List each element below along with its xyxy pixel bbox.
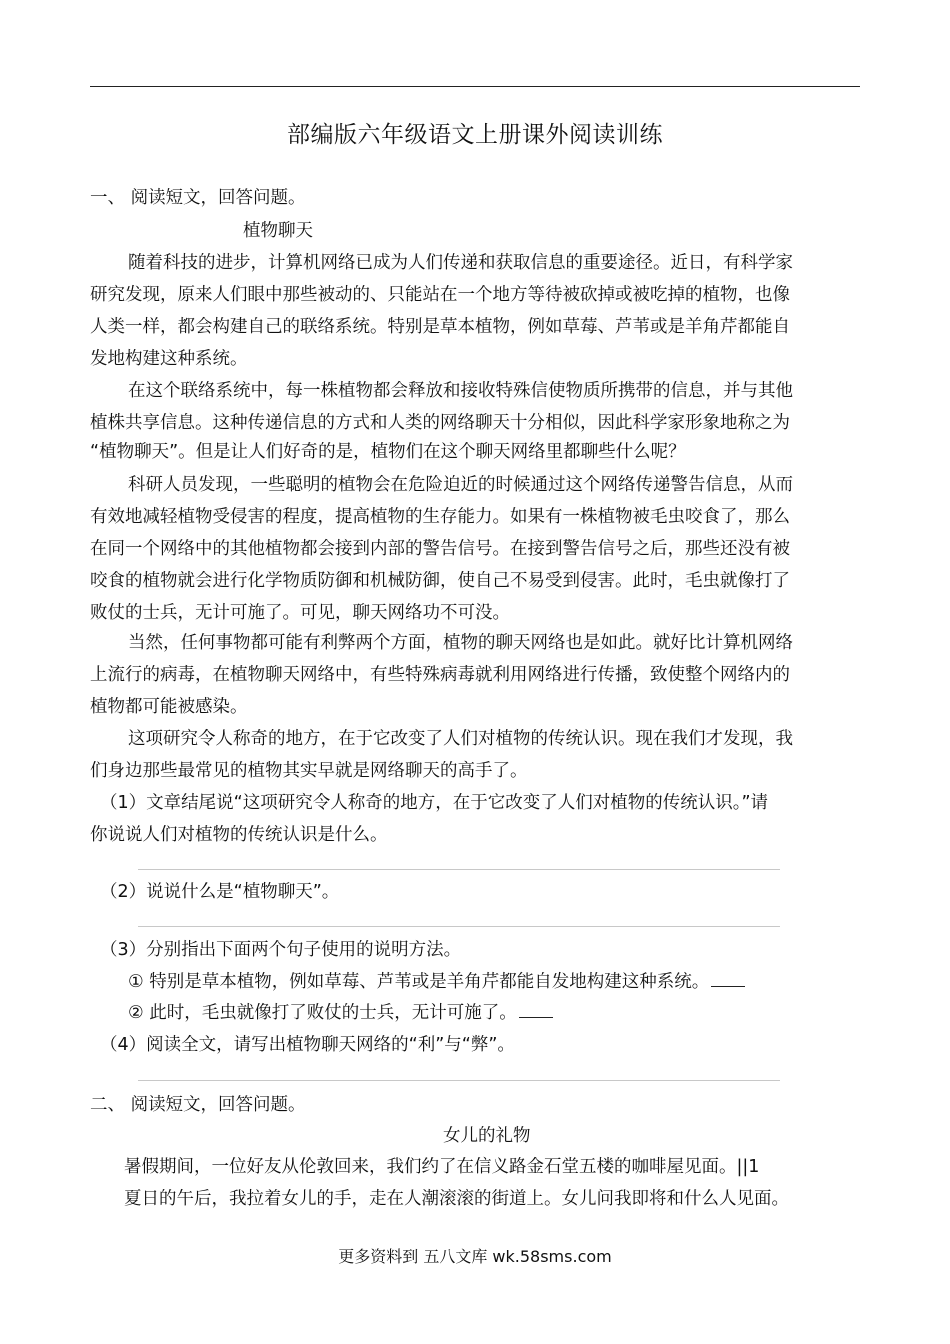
q3-item2-text: ② 此时，毛虫就像打了败仗的士兵，无计可施了。 <box>128 1003 517 1023</box>
para-line: 植株共享信息。这种传递信息的方式和人类的网络聊天十分相似，因此科学家形象地称之为 <box>90 413 790 433</box>
answer-line-q2[interactable] <box>138 926 780 927</box>
page-title: 部编版六年级语文上册课外阅读训练 <box>287 122 663 148</box>
q3-item1-text: ① 特别是草本植物，例如草莓、芦苇或是羊角芹都能自发地构建这种系统。 <box>128 972 710 992</box>
para-line: 在同一个网络中的其他植物都会接到内部的警告信号。在接到警告信号之后，那些还没有被 <box>90 539 790 559</box>
para-line: 研究发现，原来人们眼中那些被动的、只能站在一个地方等待被砍掉或被吃掉的植物，也像 <box>90 285 790 305</box>
para-line: 这项研究令人称奇的地方，在于它改变了人们对植物的传统认识。现在我们才发现，我 <box>128 729 793 749</box>
question-3-item-1 <box>128 970 745 994</box>
top-rule <box>90 86 860 87</box>
para-line: 暑假期间，一位好友从伦敦回来，我们约了在信义路金石堂五楼的咖啡屋见面。||1 <box>124 1157 760 1177</box>
para-line: 科研人员发现，一些聪明的植物会在危险迫近的时候通过这个网络传递警告信息，从而 <box>128 475 793 495</box>
para-line: 当然，任何事物都可能有利弊两个方面，植物的聊天网络也是如此。就好比计算机网络 <box>128 633 793 653</box>
para-line: 夏日的午后，我拉着女儿的手，走在人潮滚滚的街道上。女儿问我即将和什么人见面。 <box>124 1189 789 1209</box>
question-1-line2: 你说说人们对植物的传统认识是什么。 <box>90 825 388 845</box>
para-line: 在这个联络系统中，每一株植物都会释放和接收特殊信使物质所携带的信息，并与其他 <box>128 381 793 401</box>
question-4: （4）阅读全文，请写出植物聊天网络的“利”与“弊”。 <box>100 1035 515 1055</box>
question-2: （2）说说什么是“植物聊天”。 <box>100 882 340 902</box>
para-line: 败仗的士兵，无计可施了。可见，聊天网络功不可没。 <box>90 603 510 623</box>
section1-heading: 一、 阅读短文，回答问题。 <box>90 188 306 208</box>
para-line: 发地构建这种系统。 <box>90 349 248 369</box>
para-line: 植物都可能被感染。 <box>90 697 248 717</box>
q3-item2-blank[interactable] <box>519 1001 553 1018</box>
para-line: 人类一样，都会构建自己的联络系统。特别是草本植物，例如草莓、芦苇或是羊角芹都能自 <box>90 317 790 337</box>
para-line: 有效地减轻植物受侵害的程度，提高植物的生存能力。如果有一株植物被毛虫咬食了，那么 <box>90 507 790 527</box>
para-line: “植物聊天”。但是让人们好奇的是，植物们在这个聊天网络里都聊些什么呢？ <box>90 442 686 462</box>
q3-item1-blank[interactable] <box>711 970 745 987</box>
question-3-item-2 <box>128 1001 553 1025</box>
section2-heading: 二、 阅读短文，回答问题。 <box>90 1095 306 1115</box>
para-line: 咬食的植物就会进行化学物质防御和机械防御，使自己不易受到侵害。此时，毛虫就像打了 <box>90 571 790 591</box>
question-1-line1: （1）文章结尾说“这项研究令人称奇的地方，在于它改变了人们对植物的传统认识。”请 <box>100 793 769 813</box>
question-3: （3）分别指出下面两个句子使用的说明方法。 <box>100 940 462 960</box>
para-line: 上流行的病毒，在植物聊天网络中，有些特殊病毒就利用网络进行传播，致使整个网络内的 <box>90 665 790 685</box>
answer-line-q1[interactable] <box>138 869 780 870</box>
footer-source-link[interactable]: 更多资料到 五八文库 wk.58sms.com <box>338 1247 612 1266</box>
section2-subtitle: 女儿的礼物 <box>443 1126 531 1146</box>
para-line: 们身边那些最常见的植物其实早就是网络聊天的高手了。 <box>90 761 528 781</box>
para-line: 随着科技的进步，计算机网络已成为人们传递和获取信息的重要途径。近日，有科学家 <box>128 253 793 273</box>
section1-subtitle: 植物聊天 <box>243 221 313 241</box>
answer-line-q4[interactable] <box>138 1080 780 1081</box>
